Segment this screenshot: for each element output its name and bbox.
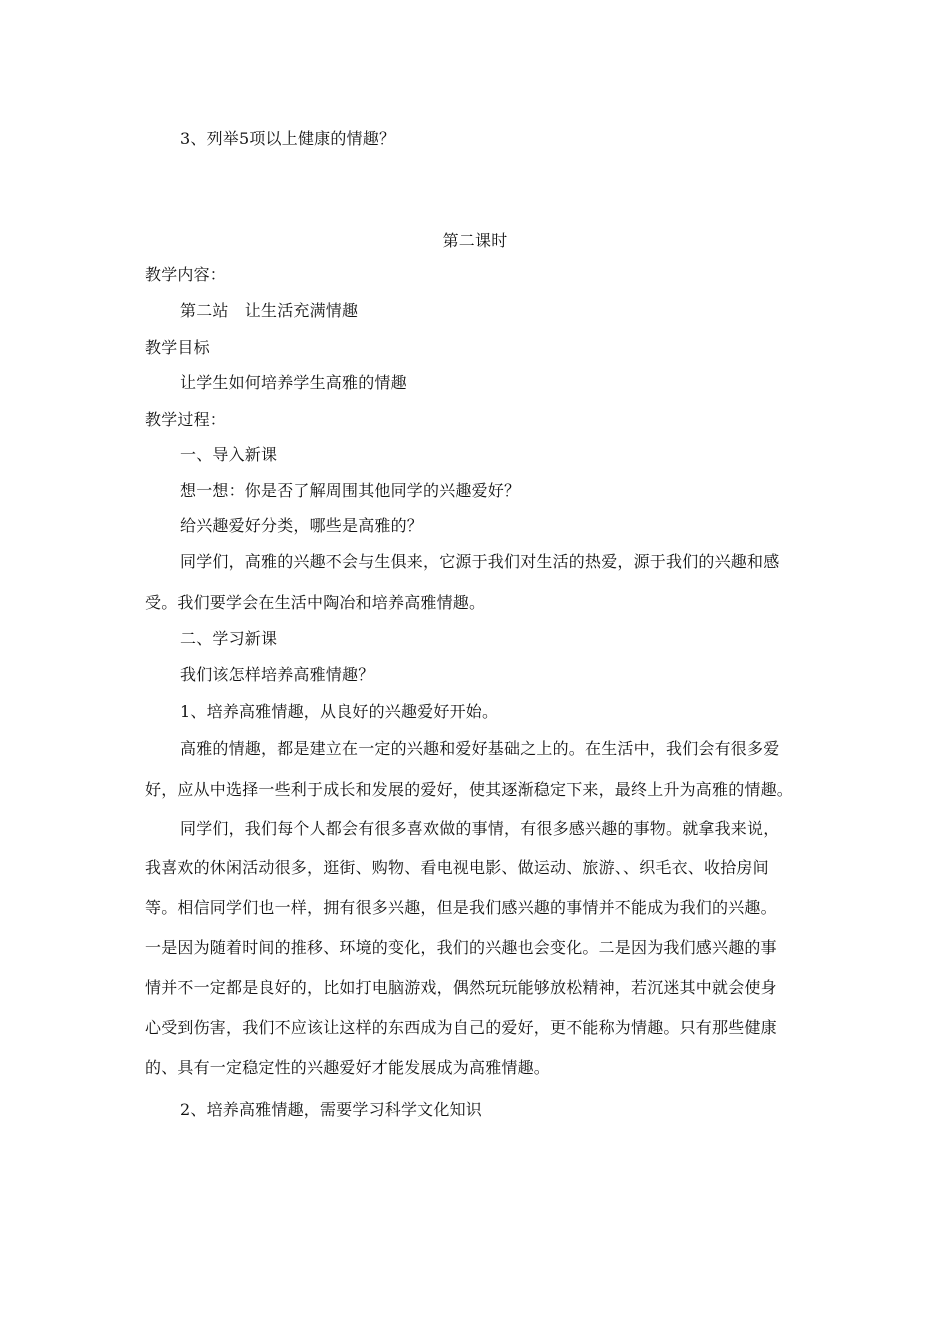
content-item: 第二站 让生活充满情趣 [180, 301, 359, 320]
question-how: 我们该怎样培养高雅情趣？ [180, 665, 375, 684]
section-1-heading: 一、导入新课 [180, 445, 278, 464]
paragraph-3-line-3: 等。相信同学们也一样，拥有很多兴趣，但是我们感兴趣的事情并不能成为我们的兴趣。 [145, 898, 777, 917]
paragraph-3-line-7: 的、具有一定稳定性的兴趣爱好才能发展成为高雅情趣。 [145, 1058, 551, 1077]
paragraph-2-line-1: 高雅的情趣，都是建立在一定的兴趣和爱好基础之上的。在生活中，我们会有很多爱 [180, 739, 780, 758]
point-2: 2、培养高雅情趣，需要学习科学文化知识 [180, 1100, 482, 1119]
question-3: 3、列举5项以上健康的情趣？ [180, 129, 396, 148]
think-prompt: 想一想：你是否了解周围其他同学的兴趣爱好？ [180, 481, 521, 500]
process-heading: 教学过程： [145, 410, 227, 429]
paragraph-3-line-4: 一是因为随着时间的推移、环境的变化，我们的兴趣也会变化。二是因为我们感兴趣的事 [145, 938, 777, 957]
lesson-title: 第二课时 [442, 231, 508, 250]
point-1: 1、培养高雅情趣，从良好的兴趣爱好开始。 [180, 702, 499, 721]
content-heading: 教学内容： [145, 265, 227, 284]
paragraph-3-line-2: 我喜欢的休闲活动很多，逛街、购物、看电视电影、做运动、旅游、、织毛衣、收拾房间 [145, 858, 769, 877]
paragraph-3-line-1: 同学们，我们每个人都会有很多喜欢做的事情，有很多感兴趣的事物。就拿我来说， [180, 819, 780, 838]
goal-heading: 教学目标 [145, 338, 210, 357]
section-2-heading: 二、学习新课 [180, 629, 278, 648]
classify-prompt: 给兴趣爱好分类，哪些是高雅的？ [180, 516, 424, 535]
paragraph-3-line-6: 心受到伤害，我们不应该让这样的东西成为自己的爱好，更不能称为情趣。只有那些健康 [145, 1018, 777, 1037]
paragraph-3-line-5: 情并不一定都是良好的，比如打电脑游戏，偶然玩玩能够放松精神，若沉迷其中就会使身 [145, 978, 777, 997]
goal-item: 让学生如何培养学生高雅的情趣 [180, 373, 407, 392]
paragraph-1-line-2: 受。我们要学会在生活中陶冶和培养高雅情趣。 [145, 593, 486, 612]
paragraph-1-line-1: 同学们，高雅的兴趣不会与生俱来，它源于我们对生活的热爱，源于我们的兴趣和感 [180, 552, 780, 571]
paragraph-2-line-2: 好，应从中选择一些利于成长和发展的爱好，使其逐渐稳定下来，最终上升为高雅的情趣。 [145, 780, 794, 799]
